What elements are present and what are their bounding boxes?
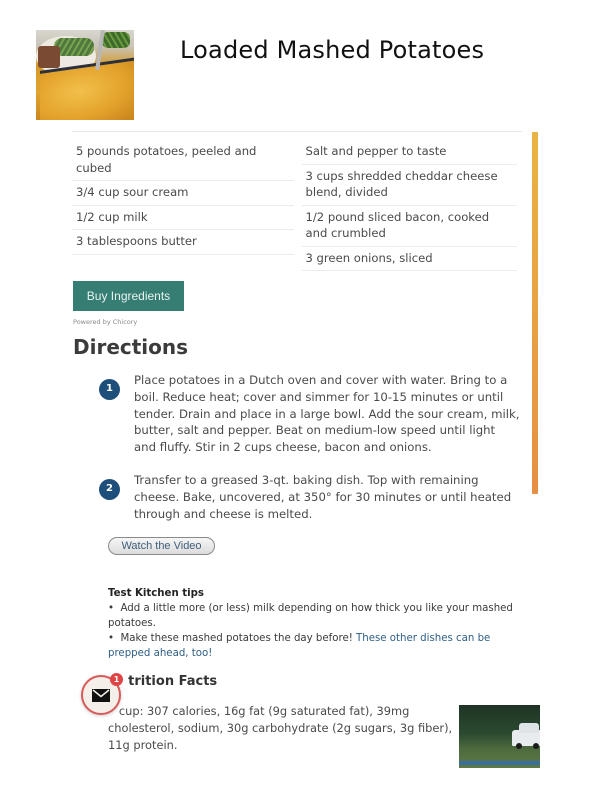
envelope-icon [92,689,110,702]
ingredients-column-right [302,140,518,271]
direction-step [99,372,520,456]
tip-text: Add a little more (or less) milk depending on how thick you like your mashed potatoes. [108,603,513,629]
floating-video-player[interactable] [459,705,540,768]
ingredient-item: 1/2 pound sliced bacon, cooked and crumbled [302,206,518,247]
recipe-thumbnail-image [36,30,134,120]
step-number-badge: 2 [99,479,120,500]
tip-item [108,631,518,661]
nutrition-facts-text [108,703,468,754]
notification-badge: 1 [110,673,123,686]
ingredient-item: 5 pounds potatoes, peeled and cubed [72,140,294,181]
step-text: Transfer to a greased 3-qt. baking dish. Top with remaining cheese. Bake, uncovered, at 350° for 30 minutes or until heated through and cheese is melted. [134,473,512,521]
green-beans-shape [102,32,130,48]
tip-item [108,601,518,631]
test-kitchen-tips [108,586,518,661]
bullet: • [108,633,115,644]
ingredient-item: 3 cups shredded cheddar cheese blend, divided [302,165,518,206]
ingredient-item: 3/4 cup sour cream [72,181,294,206]
direction-step [99,472,520,522]
ingredients-column-left [72,140,294,271]
tarp-shape [459,761,540,765]
meatloaf-shape [38,46,60,68]
nutrition-facts-heading [108,674,217,689]
ingredients-list [72,140,517,271]
nutrition-title-text: trition Facts [128,674,218,689]
ingredient-item: 3 tablespoons butter [72,230,294,255]
ingredient-item: 3 green onions, sliced [302,247,518,272]
watch-video-button[interactable]: Watch the Video [108,537,215,555]
step-number-badge: 1 [99,379,120,400]
directions-heading: Directions [73,335,189,359]
nutrition-values: cup: 307 calories, 16g fat (9g saturated fat), 39mg cholesterol, sodium, 30g carbohydrate (2g sugars, 3g fiber), 11g protein. [108,704,453,752]
wheel-shape [516,743,522,749]
page-title: Loaded Mashed Potatoes [180,36,485,64]
bullet: • [108,603,115,614]
scroll-accent-bar[interactable] [532,132,538,494]
ingredient-item: 1/2 cup milk [72,206,294,231]
powered-by-label: Powered by Chicory [73,318,138,326]
divider [72,131,522,132]
step-text: Place potatoes in a Dutch oven and cover with water. Bring to a boil. Reduce heat; cover and simmer for 10-15 minutes or until tender. Drain and place in a large bowl. Add the sour cream, milk, butter, salt and pepper. Beat on medium-low speed until light and fluffy. Stir in 2 cups cheese, bacon and onions. [134,373,520,455]
prep-ahead-link[interactable]: These other dishes can be prepped ahead, too! [108,633,491,659]
green-beans-shape [54,38,94,56]
tip-text: Make these mashed potatoes the day before! [120,633,357,644]
ingredient-item: Salt and pepper to taste [302,140,518,165]
tips-title: Test Kitchen tips [108,588,204,599]
buy-ingredients-button[interactable]: Buy Ingredients [73,281,184,311]
wheel-shape [533,743,539,749]
truck-cab-shape [519,723,539,733]
